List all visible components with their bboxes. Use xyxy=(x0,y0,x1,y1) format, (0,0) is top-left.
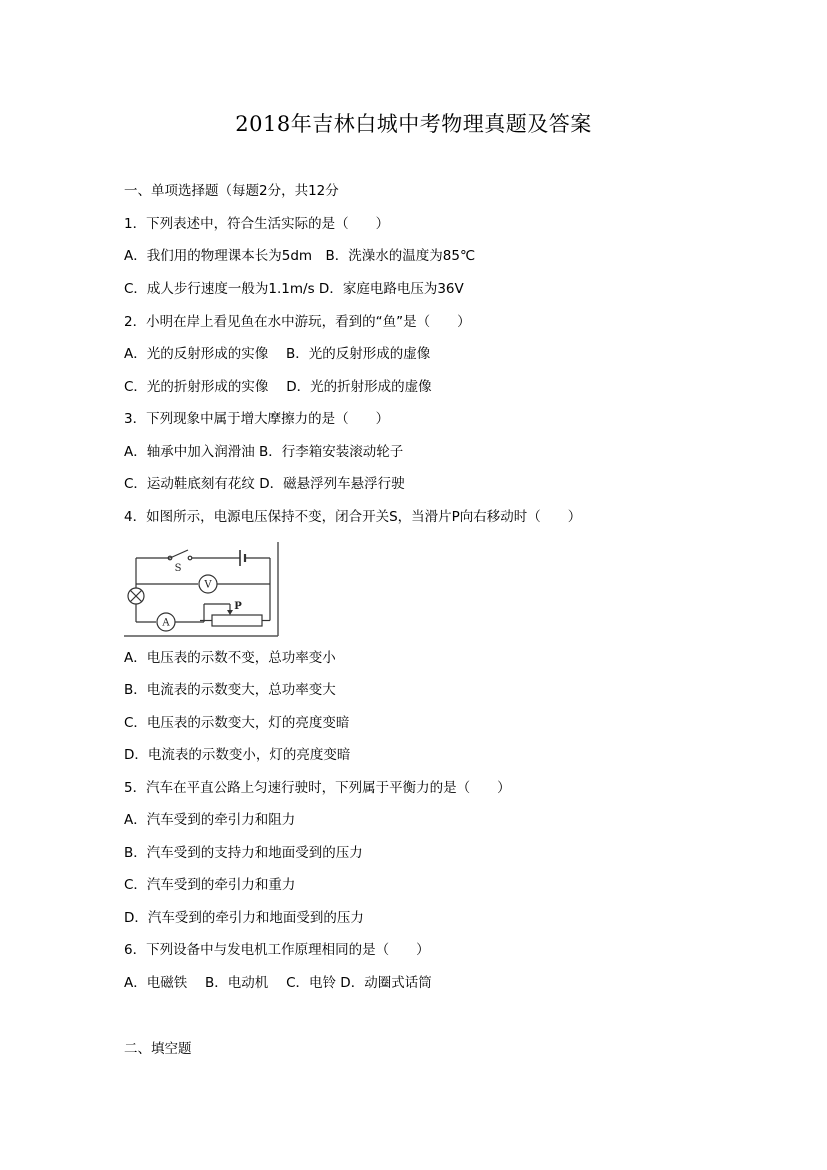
circuit-diagram xyxy=(122,540,282,638)
question-4-option-c: C．电压表的示数变大，灯的亮度变暗 xyxy=(124,715,350,731)
section-heading-1: 一、单项选择题（每题2分，共12分 xyxy=(124,183,339,199)
switch-icon xyxy=(170,550,188,558)
question-1-stem: 1．下列表述中，符合生活实际的是（ ） xyxy=(124,216,390,232)
question-5-stem: 5．汽车在平直公路上匀速行驶时，下列属于平衡力的是（ ） xyxy=(124,780,511,796)
slider-label: P xyxy=(234,601,242,612)
question-6-stem: 6．下列设备中与发电机工作原理相同的是（ ） xyxy=(124,942,430,958)
slider-arrow-icon xyxy=(227,610,233,615)
voltmeter-label: V xyxy=(204,579,212,591)
section-heading-2: 二、填空题 xyxy=(124,1041,192,1057)
question-5-option-a: A．汽车受到的牵引力和阻力 xyxy=(124,812,296,828)
question-2-options-cd: C．光的折射形成的实像 D．光的折射形成的虚像 xyxy=(124,379,432,395)
question-6-options: A．电磁铁 B．电动机 C．电铃 D．动圈式话筒 xyxy=(124,975,432,991)
question-5-option-c: C．汽车受到的牵引力和重力 xyxy=(124,877,296,893)
question-4-stem: 4．如图所示，电源电压保持不变，闭合开关S，当滑片P向右移动时（ ） xyxy=(124,509,582,525)
question-2-options-ab: A．光的反射形成的实像 B．光的反射形成的虚像 xyxy=(124,346,431,362)
question-4-option-a: A．电压表的示数不变，总功率变小 xyxy=(124,650,336,666)
question-5-option-d: D．汽车受到的牵引力和地面受到的压力 xyxy=(124,910,364,926)
page-title: 2018年吉林白城中考物理真题及答案 xyxy=(235,112,592,136)
question-3-stem: 3．下列现象中属于增大摩擦力的是（ ） xyxy=(124,411,390,427)
question-2-stem: 2．小明在岸上看见鱼在水中游玩，看到的“鱼”是（ ） xyxy=(124,314,471,330)
question-5-option-b: B．汽车受到的支持力和地面受到的压力 xyxy=(124,845,363,861)
ammeter-label: A xyxy=(162,617,170,629)
question-3-options-cd: C．运动鞋底刻有花纹 D．磁悬浮列车悬浮行驶 xyxy=(124,476,405,492)
switch-label: S xyxy=(174,563,182,574)
question-1-options-ab: A．我们用的物理课本长为5dm B．洗澡水的温度为85℃ xyxy=(124,248,476,264)
rheostat-icon xyxy=(212,615,262,626)
question-1-options-cd: C．成人步行速度一般为1.1m/s D．家庭电路电压为36V xyxy=(124,281,464,297)
question-4-option-b: B．电流表的示数变大，总功率变大 xyxy=(124,682,336,698)
question-3-options-ab: A．轴承中加入润滑油 B．行李箱安装滚动轮子 xyxy=(124,444,404,460)
question-4-option-d: D．电流表的示数变小，灯的亮度变暗 xyxy=(124,747,351,763)
